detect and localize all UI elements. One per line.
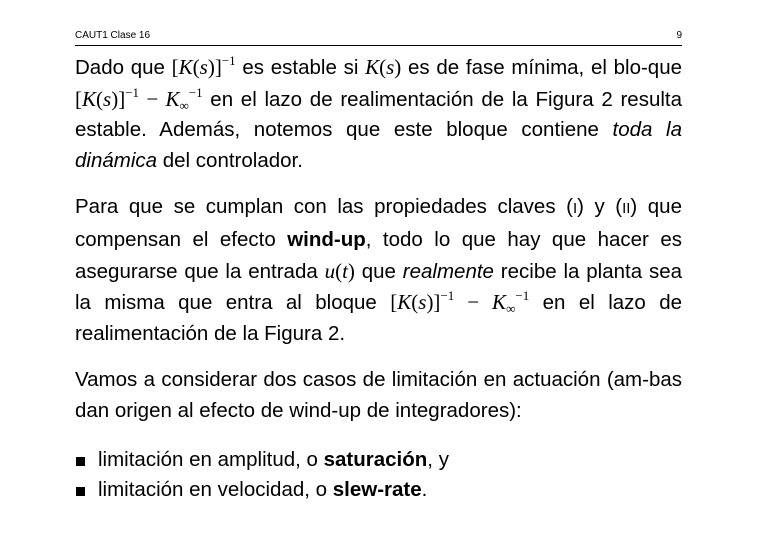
emphasis-text: toda la dinámica: [75, 118, 682, 172]
windup-term: wind-up: [287, 227, 366, 251]
math-u-of-t: u(t): [324, 258, 355, 283]
header-rule: [75, 45, 682, 46]
paragraph-3: Vamos a considerar dos casos de limitación en actuación (am-bas dan origen al efecto de wind-up de integradores):: [75, 368, 682, 422]
limitation-list: [75, 445, 682, 506]
math-block-expression-2: $[K(s)]^{-1} - K_\infty^{-1}$: [390, 288, 530, 317]
paragraph-1: Dado que $[K(s)]^{-1}$ es estable si K(s) es de fase mínima, el blo-que $[K(s)]^{-1} - K_\infty^{-1}$ en el lazo de realimentación de la Figura 2 resulta estable. Además, notemos que este bloque contiene toda la dinámica del controlador.: [75, 53, 683, 172]
paragraph-2: Para que se cumplan con las propiedades claves (I) y (II) que compensan el efecto wind-up, todo lo que hay que hacer es asegurarse que la entrada u(t) que realmente recibe la planta sea la misma que entra al bloque $[K(s)]^{-1} - K_\infty^{-1}$ en el lazo de realimentación de la Figura 2.: [75, 195, 683, 345]
list-item: limitación en velocidad, o slew-rate.: [75, 475, 682, 506]
slide-body: [75, 52, 682, 506]
list-item: limitación en amplitud, o saturación, y: [75, 445, 682, 476]
bullet-icon: [76, 487, 85, 496]
math-k-of-s: K(s): [365, 55, 402, 79]
course-label: CAUT1 Clase 16: [75, 30, 151, 41]
emphasis-realmente: realmente: [402, 259, 494, 283]
bullet-icon: [76, 457, 85, 466]
slide-header: [75, 30, 682, 44]
math-block-expression: $[K(s)]^{-1} - K_\infty^{-1}$: [75, 84, 203, 113]
page-number: 9: [676, 30, 682, 41]
math-inverse-k: $[K(s)]^{-1}$: [171, 53, 236, 79]
